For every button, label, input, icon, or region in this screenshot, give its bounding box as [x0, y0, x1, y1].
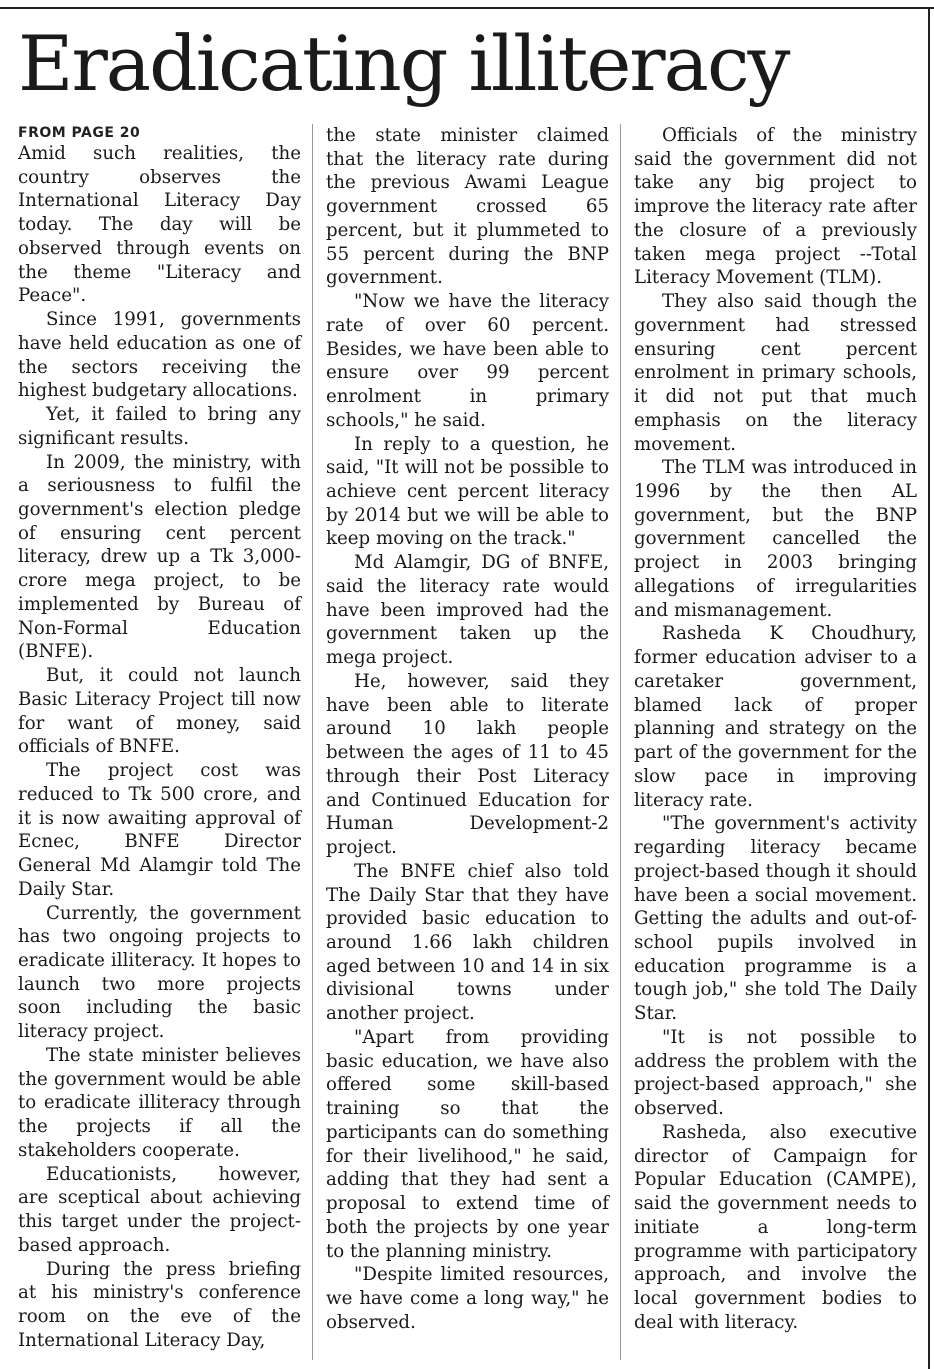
paragraph: Since 1991, governments have held education as one of the sectors receiving the highest budgetary allocations. [18, 309, 301, 402]
paragraph: "Apart from providing basic education, we have also offered some skill-based training so that the participants can do something for their livelihood," he said, adding that they had sent a proposal to extend time of both the projects by one year to the planning ministry. [326, 1026, 609, 1262]
paragraph: Rasheda K Choudhury, former education adviser to a caretaker government, blamed lack of proper planning and strategy on the part of the government for the slow pace in improving literacy rate. [634, 623, 917, 811]
paragraph: During the press briefing at his ministry's conference room on the eve of the International Literacy Day, [18, 1258, 301, 1351]
top-rule [0, 7, 934, 9]
paragraph: "The government's activity regarding literacy became project-based though it should have been a social movement. Getting the adults and out-of-school pupils involved in education programme is a tough job," she told The Daily Star. [634, 813, 917, 1025]
paragraph: He, however, said they have been able to literate around 10 lakh people between the ages of 11 to 45 through their Post Literacy and Continued Education for Human Development-2 project. [326, 670, 609, 859]
paragraph: They also said though the government had stressed ensuring cent percent enrolment in primary schools, it did not put that much emphasis on the literacy movement. [634, 291, 917, 455]
right-border-rule [928, 7, 930, 1369]
article-column-2 [326, 124, 609, 1334]
paragraph: The BNFE chief also told The Daily Star that they have provided basic education to around 1.66 lakh children aged between 10 and 14 in six divisional towns under another project. [326, 860, 609, 1025]
paragraph: the state minister claimed that the literacy rate during the previous Awami League government crossed 65 percent, but it plummeted to 55 percent during the BNP government. [326, 125, 609, 289]
continued-from-label: FROM PAGE 20 [18, 125, 141, 141]
paragraph: The TLM was introduced in 1996 by the then AL government, but the BNP government cancelled the project in 2003 bringing allegations of irregularities and mismanagement. [634, 457, 917, 621]
paragraph: Officials of the ministry said the government did not take any big project to improve the literacy rate after the closure of a previously taken mega project --Total Literacy Movement (TLM). [634, 125, 917, 289]
column-divider [620, 124, 621, 1360]
paragraph: In reply to a question, he said, "It will not be possible to achieve cent percent literacy by 2014 but we will be able to keep moving on the track." [326, 433, 609, 550]
headline: Eradicating illiteracy [18, 19, 789, 108]
paragraph: The project cost was reduced to Tk 500 crore, and it is now awaiting approval of Ecnec, BNFE Director General Md Alamgir told The Daily Star. [18, 760, 301, 900]
paragraph: Currently, the government has two ongoing projects to eradicate illiteracy. It hopes to launch two more projects soon including the basic literacy project. [18, 902, 301, 1043]
article-column-3 [634, 124, 917, 1334]
paragraph: But, it could not launch Basic Literacy Project till now for want of money, said officials of BNFE. [18, 665, 301, 758]
paragraph: In 2009, the ministry, with a seriousness to fulfil the government's election pledge of ensuring cent percent literacy, drew up a Tk 3,000-crore mega project, to be implemented by Bureau of Non-Formal Education (BNFE). [18, 451, 301, 663]
paragraph: "Now we have the literacy rate of over 60 percent. Besides, we have been able to ensure over 99 percent enrolment in primary schools," he said. [326, 291, 609, 431]
column-divider [312, 124, 313, 1360]
paragraph: "It is not possible to address the problem with the project-based approach," she observed. [634, 1026, 917, 1120]
paragraph: "Despite limited resources, we have come a long way," he observed. [326, 1264, 609, 1333]
article-column-1 [18, 124, 301, 1352]
paragraph: Amid such realities, the country observes the International Literacy Day today. The day will be observed through events on the theme "Literacy and Peace". [18, 143, 301, 307]
paragraph: Rasheda, also executive director of Campaign for Popular Education (CAMPE), said the government needs to initiate a long-term programme with participatory approach, and involve the local government bodies to deal with literacy. [634, 1121, 917, 1333]
paragraph: Md Alamgir, DG of BNFE, said the literacy rate would have been improved had the government taken up the mega project. [326, 552, 609, 669]
paragraph: Educationists, however, are sceptical about achieving this target under the project-based approach. [18, 1163, 301, 1256]
paragraph: Yet, it failed to bring any significant results. [18, 404, 301, 449]
paragraph: The state minister believes the government would be able to eradicate illiteracy through the projects if all the stakeholders cooperate. [18, 1044, 301, 1161]
